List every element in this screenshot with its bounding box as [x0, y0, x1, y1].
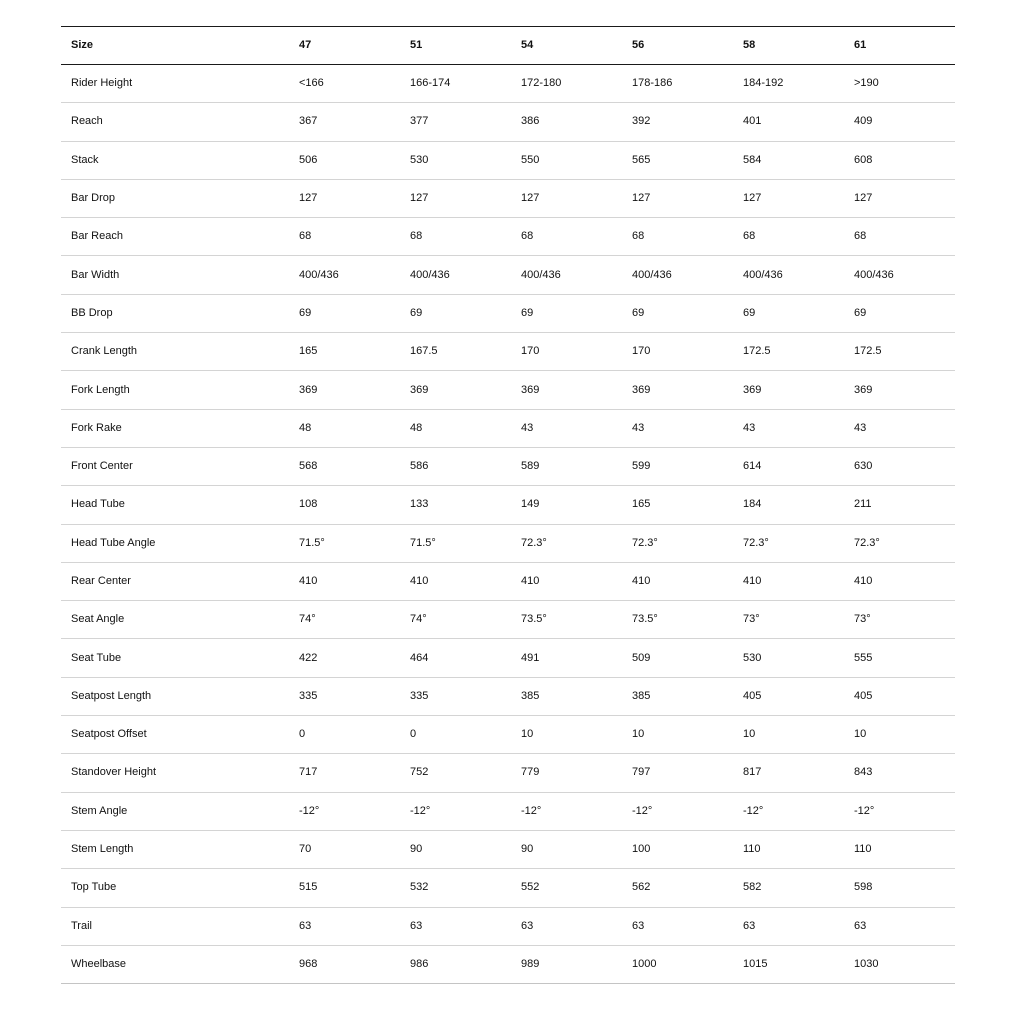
row-value: 172.5 [733, 333, 844, 371]
row-value: <166 [289, 65, 400, 103]
row-value: 843 [844, 754, 955, 792]
row-value: 509 [622, 639, 733, 677]
row-value: 400/436 [733, 256, 844, 294]
row-value: 582 [733, 869, 844, 907]
row-value: 110 [733, 830, 844, 868]
row-value: 409 [844, 103, 955, 141]
row-value: 410 [289, 562, 400, 600]
row-value: 127 [622, 179, 733, 217]
row-value: 90 [400, 830, 511, 868]
row-value: 464 [400, 639, 511, 677]
row-value: 400/436 [289, 256, 400, 294]
row-value: 369 [622, 371, 733, 409]
row-value: 73° [844, 601, 955, 639]
row-value: 68 [289, 218, 400, 256]
row-value: 165 [289, 333, 400, 371]
row-value: 400/436 [844, 256, 955, 294]
row-value: 752 [400, 754, 511, 792]
row-value: 43 [622, 409, 733, 447]
row-value: 170 [511, 333, 622, 371]
row-value: 166-174 [400, 65, 511, 103]
row-label: Reach [61, 103, 289, 141]
row-value: 386 [511, 103, 622, 141]
row-value: 1030 [844, 945, 955, 983]
row-value: >190 [844, 65, 955, 103]
table-row [61, 179, 955, 217]
table-row [61, 792, 955, 830]
row-label: Wheelbase [61, 945, 289, 983]
row-value: 410 [400, 562, 511, 600]
row-label: Bar Reach [61, 218, 289, 256]
row-value: 43 [511, 409, 622, 447]
row-value: 385 [622, 677, 733, 715]
row-value: 127 [733, 179, 844, 217]
row-value: 369 [511, 371, 622, 409]
table-row [61, 562, 955, 600]
table-row [61, 907, 955, 945]
row-value: 1015 [733, 945, 844, 983]
row-value: 410 [622, 562, 733, 600]
row-label: Rear Center [61, 562, 289, 600]
table-row [61, 677, 955, 715]
row-value: 68 [400, 218, 511, 256]
row-value: 69 [733, 294, 844, 332]
row-value: 422 [289, 639, 400, 677]
row-value: 367 [289, 103, 400, 141]
table-row [61, 65, 955, 103]
row-value: 410 [733, 562, 844, 600]
row-value: -12° [511, 792, 622, 830]
row-value: 63 [511, 907, 622, 945]
row-value: 10 [511, 716, 622, 754]
row-value: 72.3° [511, 524, 622, 562]
table-row [61, 716, 955, 754]
row-value: 989 [511, 945, 622, 983]
row-value: 550 [511, 141, 622, 179]
row-value: 172.5 [844, 333, 955, 371]
table-row [61, 639, 955, 677]
row-value: 172-180 [511, 65, 622, 103]
row-label: Crank Length [61, 333, 289, 371]
row-value: 377 [400, 103, 511, 141]
row-value: 10 [844, 716, 955, 754]
row-value: 10 [733, 716, 844, 754]
row-value: 127 [511, 179, 622, 217]
row-label: Head Tube [61, 486, 289, 524]
header-row [61, 27, 955, 65]
header-size-56: 56 [622, 27, 733, 65]
row-value: 63 [400, 907, 511, 945]
row-value: 69 [289, 294, 400, 332]
table-row [61, 256, 955, 294]
row-value: 586 [400, 447, 511, 485]
header-size-51: 51 [400, 27, 511, 65]
table-row [61, 371, 955, 409]
row-value: 127 [844, 179, 955, 217]
row-label: Front Center [61, 447, 289, 485]
row-value: 108 [289, 486, 400, 524]
row-value: 369 [844, 371, 955, 409]
row-label: Seatpost Offset [61, 716, 289, 754]
row-value: 63 [622, 907, 733, 945]
row-value: 369 [400, 371, 511, 409]
row-value: 797 [622, 754, 733, 792]
table-row [61, 409, 955, 447]
row-value: 68 [622, 218, 733, 256]
row-value: 562 [622, 869, 733, 907]
header-size-54: 54 [511, 27, 622, 65]
row-value: 73° [733, 601, 844, 639]
row-value: -12° [622, 792, 733, 830]
row-value: 43 [733, 409, 844, 447]
row-label: BB Drop [61, 294, 289, 332]
table-row [61, 486, 955, 524]
row-value: 532 [400, 869, 511, 907]
table-row [61, 869, 955, 907]
row-value: 0 [289, 716, 400, 754]
row-value: 48 [400, 409, 511, 447]
row-value: 405 [733, 677, 844, 715]
row-value: 63 [289, 907, 400, 945]
row-value: 392 [622, 103, 733, 141]
row-value: 70 [289, 830, 400, 868]
row-value: 817 [733, 754, 844, 792]
row-label: Standover Height [61, 754, 289, 792]
row-value: 555 [844, 639, 955, 677]
row-label: Trail [61, 907, 289, 945]
row-value: 491 [511, 639, 622, 677]
row-label: Fork Length [61, 371, 289, 409]
row-value: 335 [289, 677, 400, 715]
row-value: -12° [400, 792, 511, 830]
header-size-61: 61 [844, 27, 955, 65]
row-value: 48 [289, 409, 400, 447]
table-row [61, 218, 955, 256]
row-label: Seat Tube [61, 639, 289, 677]
table-row [61, 103, 955, 141]
table-row [61, 601, 955, 639]
row-value: 165 [622, 486, 733, 524]
table-row [61, 524, 955, 562]
row-value: 608 [844, 141, 955, 179]
row-label: Bar Drop [61, 179, 289, 217]
row-value: 73.5° [511, 601, 622, 639]
row-value: 385 [511, 677, 622, 715]
row-value: -12° [844, 792, 955, 830]
row-value: 184-192 [733, 65, 844, 103]
row-label: Fork Rake [61, 409, 289, 447]
row-value: 74° [400, 601, 511, 639]
row-value: 72.3° [844, 524, 955, 562]
row-value: 400/436 [400, 256, 511, 294]
header-size-47: 47 [289, 27, 400, 65]
row-value: 530 [733, 639, 844, 677]
row-value: 410 [844, 562, 955, 600]
row-value: 779 [511, 754, 622, 792]
row-value: 565 [622, 141, 733, 179]
row-value: 405 [844, 677, 955, 715]
row-value: 69 [622, 294, 733, 332]
row-label: Top Tube [61, 869, 289, 907]
row-value: 584 [733, 141, 844, 179]
row-value: 133 [400, 486, 511, 524]
row-value: 515 [289, 869, 400, 907]
table-row [61, 754, 955, 792]
row-value: 506 [289, 141, 400, 179]
row-label: Stack [61, 141, 289, 179]
row-value: 986 [400, 945, 511, 983]
row-value: 73.5° [622, 601, 733, 639]
row-value: 184 [733, 486, 844, 524]
row-value: 598 [844, 869, 955, 907]
row-value: 552 [511, 869, 622, 907]
row-value: 68 [733, 218, 844, 256]
row-value: 369 [733, 371, 844, 409]
row-value: 401 [733, 103, 844, 141]
geometry-table [61, 26, 955, 984]
row-label: Head Tube Angle [61, 524, 289, 562]
row-value: 335 [400, 677, 511, 715]
row-value: 68 [844, 218, 955, 256]
row-value: 149 [511, 486, 622, 524]
row-value: 170 [622, 333, 733, 371]
row-value: 90 [511, 830, 622, 868]
table-row [61, 830, 955, 868]
row-label: Seat Angle [61, 601, 289, 639]
row-value: 568 [289, 447, 400, 485]
header-size-label: Size [61, 27, 289, 65]
row-label: Stem Angle [61, 792, 289, 830]
table-row [61, 141, 955, 179]
row-value: 1000 [622, 945, 733, 983]
row-value: 110 [844, 830, 955, 868]
row-value: 369 [289, 371, 400, 409]
row-value: 71.5° [400, 524, 511, 562]
row-label: Seatpost Length [61, 677, 289, 715]
row-label: Rider Height [61, 65, 289, 103]
row-value: 589 [511, 447, 622, 485]
row-value: 400/436 [511, 256, 622, 294]
row-value: 74° [289, 601, 400, 639]
row-value: 72.3° [622, 524, 733, 562]
row-value: 72.3° [733, 524, 844, 562]
row-value: 530 [400, 141, 511, 179]
row-value: 400/436 [622, 256, 733, 294]
row-value: 63 [733, 907, 844, 945]
row-value: 71.5° [289, 524, 400, 562]
row-value: 69 [511, 294, 622, 332]
row-value: 10 [622, 716, 733, 754]
header-size-58: 58 [733, 27, 844, 65]
row-value: 100 [622, 830, 733, 868]
row-value: 63 [844, 907, 955, 945]
row-value: 211 [844, 486, 955, 524]
row-value: 968 [289, 945, 400, 983]
geometry-table-header [61, 27, 955, 65]
row-label: Stem Length [61, 830, 289, 868]
row-value: 630 [844, 447, 955, 485]
row-value: 0 [400, 716, 511, 754]
row-value: 68 [511, 218, 622, 256]
geometry-table-body [61, 65, 955, 984]
row-value: 178-186 [622, 65, 733, 103]
row-value: 127 [289, 179, 400, 217]
row-value: 69 [844, 294, 955, 332]
table-row [61, 945, 955, 983]
table-row [61, 447, 955, 485]
row-value: -12° [733, 792, 844, 830]
row-value: 717 [289, 754, 400, 792]
row-value: 410 [511, 562, 622, 600]
row-value: 43 [844, 409, 955, 447]
row-value: 614 [733, 447, 844, 485]
row-value: 127 [400, 179, 511, 217]
row-value: 167.5 [400, 333, 511, 371]
row-value: 69 [400, 294, 511, 332]
row-value: -12° [289, 792, 400, 830]
row-value: 599 [622, 447, 733, 485]
table-row [61, 333, 955, 371]
table-row [61, 294, 955, 332]
row-label: Bar Width [61, 256, 289, 294]
